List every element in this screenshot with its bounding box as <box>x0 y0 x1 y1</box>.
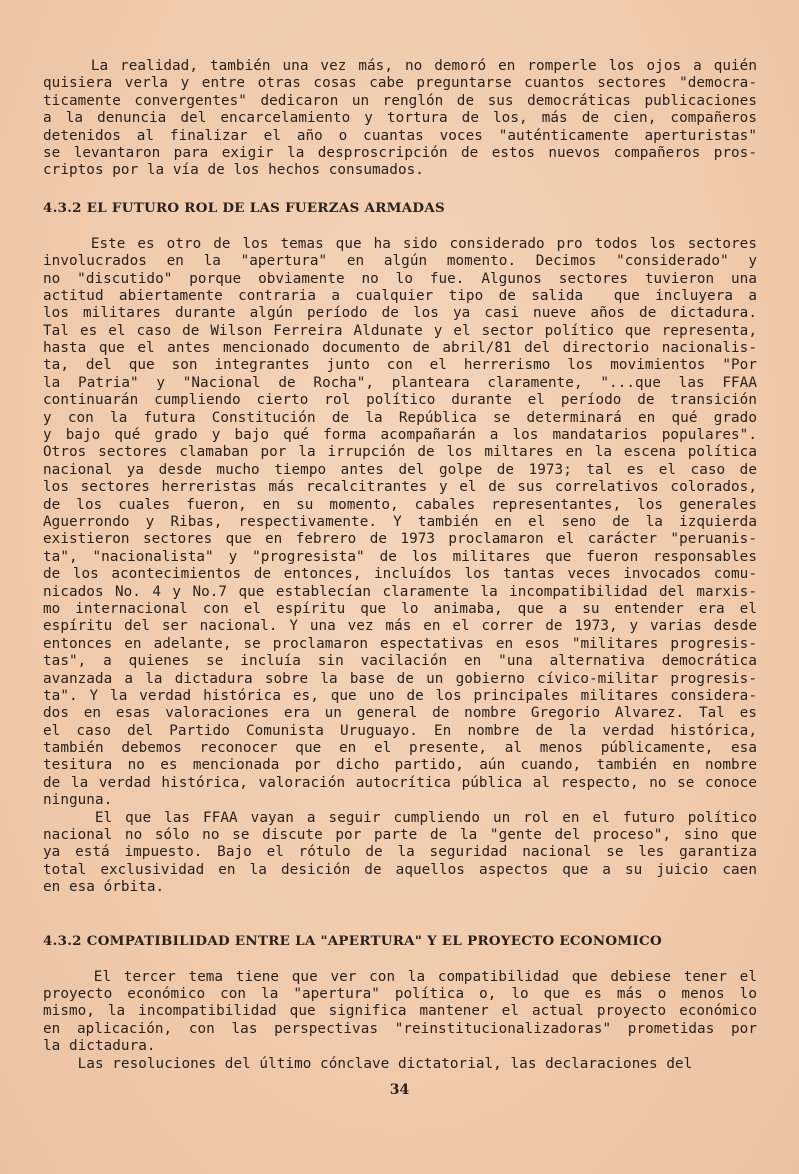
paragraph-resolutions <box>43 1056 757 1073</box>
text-line: en aplicación, con las perspectivas "reinstitucionalizadoras" prometidas por <box>43 1020 757 1037</box>
text-line: espíritu del ser nacional. Y una vez más en el correr de 1973, y varias desde <box>43 618 757 635</box>
paragraph-intro <box>43 58 757 180</box>
text-line: avanzada a la dictadura sobre la base de un gobierno cívico-militar progresis- <box>43 670 757 687</box>
section-heading-armed-forces: 4.3.2 EL FUTURO ROL DE LAS FUERZAS ARMADAS <box>43 199 446 216</box>
text-line: hasta que el antes mencionado documento de abril/81 del directorio nacionalis- <box>43 340 757 357</box>
text-line: mo internacional con el espíritu que lo animaba, que a su entender era el <box>43 600 757 617</box>
text-line: ta, del que son integrantes junto con el herrerismo los movimientos "Por <box>43 357 757 374</box>
text-line: ta", "nacionalista" y "progresista" de los militares que fueron responsables <box>43 548 757 565</box>
page-number: 34 <box>389 1082 410 1098</box>
text-line: tesitura no es mencionada por dicho partido, aún cuando, también en nombre <box>43 757 757 774</box>
text-line: dos en esas valoraciones era un general de nombre Gregorio Alvarez. Tal es <box>43 705 757 722</box>
text-line: nicados No. 4 y No.7 que establecían claramente la incompatibilidad del marxis- <box>43 583 757 600</box>
paragraph-national-security <box>43 810 757 897</box>
text-line: Las resoluciones del último cónclave dictatorial, las declaraciones del <box>43 1055 693 1072</box>
text-line: involucrados en la "apertura" en algún momento. Decimos "considerado" y <box>43 253 757 270</box>
text-line: actitud abiertamente contraria a cualquier tipo de salida que incluyera a <box>43 287 757 304</box>
text-line: Otros sectores clamaban por la irrupción de los miltares en la escena política <box>43 444 757 461</box>
text-line: de los acontecimientos de entonces, incluídos los tantas veces invocados comu- <box>43 566 757 583</box>
text-line: existieron sectores que en febrero de 1973 proclamaron el carácter "peruanis- <box>43 531 757 548</box>
text-line: no "discutido" porque obviamente no lo fue. Algunos sectores tuvieron una <box>43 270 757 287</box>
text-line: mismo, la incompatibilidad que significa mantener el actual proyecto económico <box>43 1003 757 1020</box>
text-line: El tercer tema tiene que ver con la compatibilidad que debiese tener el <box>43 968 757 985</box>
text-line: de la verdad histórica, valoración autocrítica pública al respecto, no se conoce <box>43 774 757 791</box>
text-line: criptos por la vía de los hechos consumados. <box>43 162 424 179</box>
text-line: en esa órbita. <box>43 879 165 896</box>
text-line: nacional ya desde mucho tiempo antes del golpe de 1973; tal es el caso de <box>43 461 757 478</box>
text-line: tas", a quienes se incluía sin vacilación en "una alternativa democrática <box>43 653 757 670</box>
text-line: la Patria" y "Nacional de Rocha", planteara claramente, "...que las FFAA <box>43 374 757 391</box>
text-line: Tal es el caso de Wilson Ferreira Aldunate y el sector político que representa, <box>43 322 757 339</box>
text-line: ninguna. <box>43 792 113 809</box>
paragraph-armed-forces-role <box>43 236 757 810</box>
text-line: y bajo qué grado y bajo qué forma acompañarán a los mandatarios populares". <box>43 427 757 444</box>
text-line: y con la futura Constitución de la República se determinará en qué grado <box>43 409 757 426</box>
text-line: la dictadura. <box>43 1038 156 1055</box>
text-line: El que las FFAA vayan a seguir cumpliendo un rol en el futuro político <box>43 809 757 826</box>
text-line: también debemos reconocer que en el presente, al menos públicamente, esa <box>43 740 757 757</box>
text-line: entonces en adelante, se proclamaron espectativas en esos "militares progresis- <box>43 635 757 652</box>
paragraph-economic-compatibility <box>43 969 757 1056</box>
text-line: nacional no sólo no se discute por parte de la "gente del proceso", sino que <box>43 827 757 844</box>
text-line: los sectores herreristas más recalcitrantes y el de sus correlativos colorados, <box>43 479 757 496</box>
text-line: La realidad, también una vez más, no demoró en romperle los ojos a quién <box>43 58 757 74</box>
text-line: detenidos al finalizar el año o cuantas voces "auténticamente aperturistas" <box>43 127 757 144</box>
text-line: proyecto económico con la "apertura" política o, lo que es más o menos lo <box>43 985 757 1002</box>
text-line: ticamente convergentes" dedicaron un renglón de sus democráticas publicaciones <box>43 92 757 109</box>
text-line: a la denuncia del encarcelamiento y tortura de los, más de cien, compañeros <box>43 110 757 127</box>
text-line: ta". Y la verdad histórica es, que uno de los principales militares considera- <box>43 687 757 704</box>
text-line: quisiera verla y entre otras cosas cabe preguntarse cuantos sectores "democra- <box>43 75 757 92</box>
text-line: el caso del Partido Comunista Uruguayo. En nombre de la verdad histórica, <box>43 722 757 739</box>
text-line: los militares durante algún período de los ya casi nueve años de dictadura. <box>43 305 757 322</box>
section-heading-economic-project: 4.3.2 COMPATIBILIDAD ENTRE LA "APERTURA" Y EL PROYECTO ECONOMICO <box>43 932 662 949</box>
text-line: se levantaron para exigir la desproscripción de estos nuevos compañeros pros- <box>43 144 757 161</box>
text-line: total exclusividad en la desición de aquellos aspectos que a su juicio caen <box>43 861 757 878</box>
text-line: Este es otro de los temas que ha sido considerado pro todos los sectores <box>43 235 757 252</box>
text-line: continuarán cumpliendo cierto rol político durante el período de transición <box>43 392 757 409</box>
text-line: de los cuales fueron, en su momento, cabales representantes, los generales <box>43 496 757 513</box>
text-line: ya está impuesto. Bajo el rótulo de la seguridad nacional se les garantiza <box>43 844 757 861</box>
page-body <box>43 58 757 1073</box>
text-line: Aguerrondo y Ribas, respectivamente. Y también en el seno de la izquierda <box>43 513 757 530</box>
